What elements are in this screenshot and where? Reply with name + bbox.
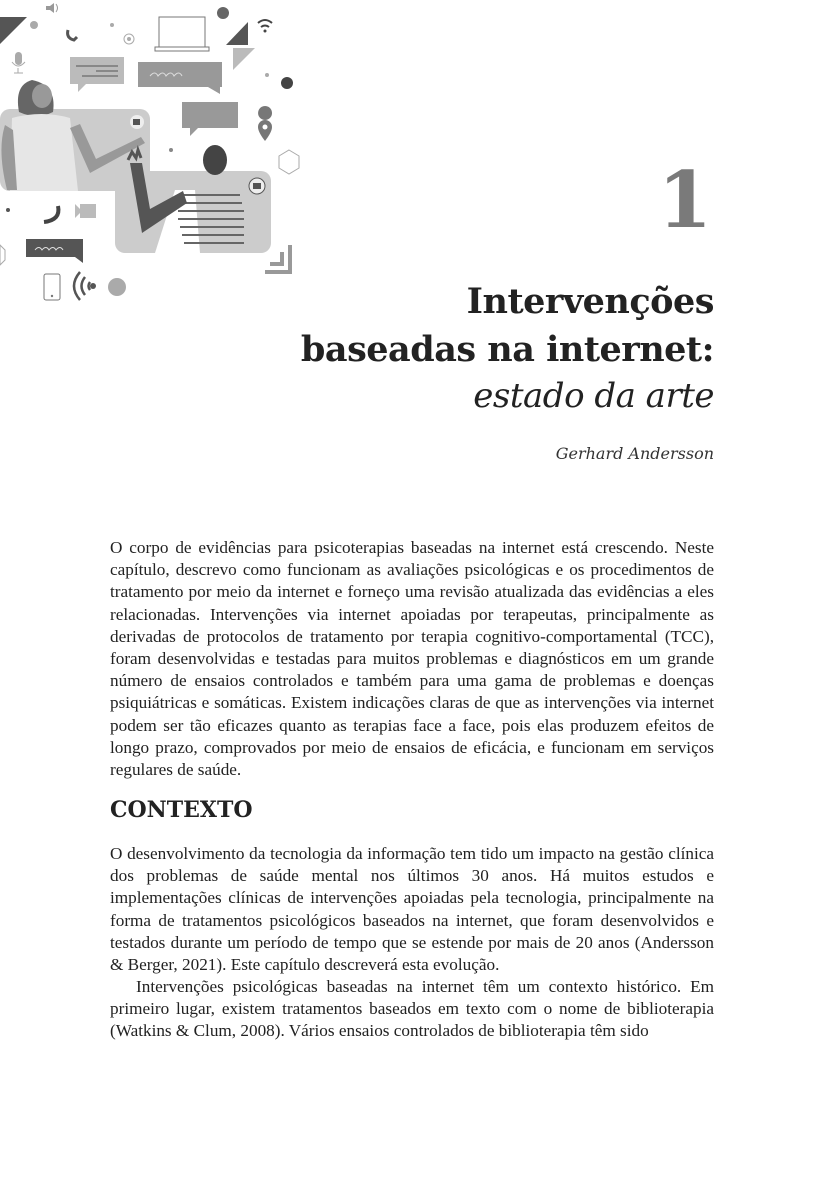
wifi-icon xyxy=(258,20,272,33)
body-paragraph: O desenvolvimento da tecnologia da informação tem tido um impacto na gestão clínica dos problemas de saúde mental nos últimos 30 anos. Há muitos estudos e implementações clínicas de intervenções apoiadas pela tecnologia, principalmente na forma de tratamentos psicológicos baseados na internet, que foram desenvolvidos e testados durante um período de tempo que se estende por mais de 20 anos (Andersson & Berger, 2021). Este capítulo descreverá esta evolução. xyxy=(110,844,714,975)
phone-icon xyxy=(44,206,58,222)
section-heading: CONTEXTO xyxy=(110,797,253,823)
dot-shape xyxy=(265,73,269,77)
chat-bubble-icon xyxy=(138,62,222,94)
chat-bubble-icon xyxy=(70,57,124,92)
dot-shape xyxy=(281,77,293,89)
chapter-title-line: baseadas na internet: xyxy=(300,329,714,370)
signal-icon xyxy=(74,272,96,300)
dot-shape xyxy=(30,21,38,29)
triangle-shape xyxy=(0,17,27,44)
dot-shape xyxy=(217,7,229,19)
chat-bubble-icon xyxy=(182,102,238,136)
chapter-title xyxy=(301,278,714,374)
microphone-icon xyxy=(12,52,25,73)
chat-bubble-icon xyxy=(26,239,83,263)
abstract-paragraph: O corpo de evidências para psicoterapias baseadas na internet está crescendo. Neste capítulo, descrevo como funcionam as avaliações psicológicas e os procedimentos de tratamento por meio da internet e forneço uma revisão atualizada das evidências a eles relacionadas. Intervenções via internet apoiadas por terapeutas, principalmente as derivadas de protocolos de tratamento por terapia cognitivo-comportamental (TCC), foram desenvolvidas e testadas para muitos problemas e diagnósticos em um grande número de ensaios controlados e também para uma gama de problemas e doenças psiquiátricas e somáticas. Existem indicações claras de que as intervenções via internet podem ser tão eficazes quanto as terapias face a face, pois elas produzem efeitos de longo prazo, comprovados por meio de ensaios de eficácia, e funcionam em serviços regulares de saúde. xyxy=(110,538,714,780)
triangle-shape xyxy=(233,48,255,70)
laptop-icon xyxy=(155,17,209,51)
chapter-subtitle: estado da arte xyxy=(473,376,714,416)
body-paragraph: Intervenções psicológicas baseadas na internet têm um contexto histórico. Em primeiro lugar, existem tratamentos baseados em texto com o nome de biblioterapia (Watkins & Clum, 2008). Vários ensaios controlados de biblioterapia têm sido xyxy=(110,977,714,1041)
dot-shape xyxy=(169,148,173,152)
location-pin-icon xyxy=(258,120,272,141)
dot-shape xyxy=(110,23,114,27)
dot-shape xyxy=(108,278,126,296)
phone-icon xyxy=(68,30,77,40)
hexagon-icon xyxy=(279,150,299,174)
triangle-shape xyxy=(226,22,248,45)
chapter-illustration xyxy=(0,0,310,310)
video-camera-icon xyxy=(75,204,96,218)
chapter-author: Gerhard Andersson xyxy=(555,444,714,463)
speaker-icon xyxy=(46,3,58,13)
target-icon xyxy=(124,34,134,44)
chapter-number: 1 xyxy=(657,155,712,246)
smartphone-icon xyxy=(44,274,60,300)
hexagon-icon xyxy=(0,245,5,265)
chapter-title-line: Intervenções xyxy=(466,281,714,322)
dot-shape xyxy=(6,208,10,212)
